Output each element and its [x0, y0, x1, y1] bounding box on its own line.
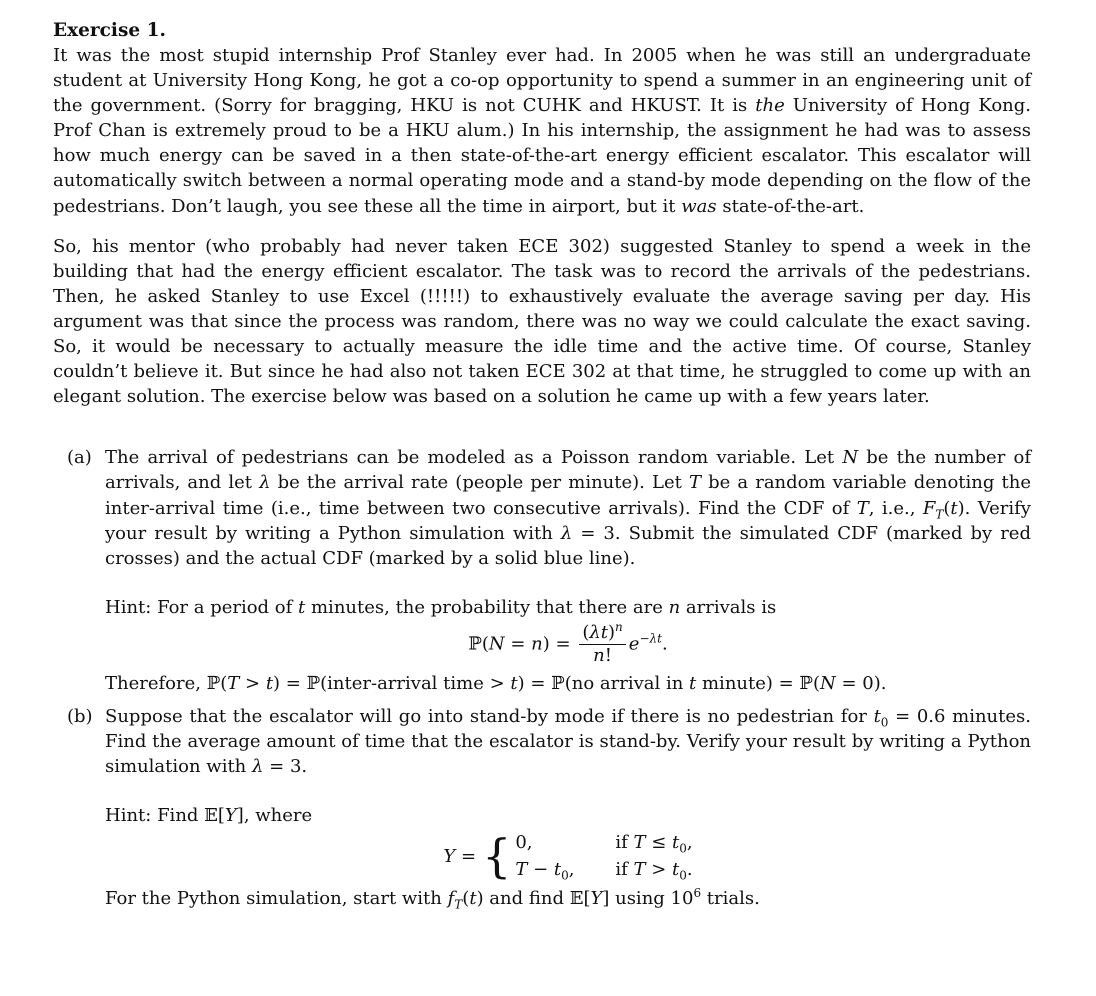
poisson-equation: ℙ(N = n) = $\frac{(\lambda t)^n}{n!}$ $e^{-\lambda t}$.: [468, 619, 668, 666]
part-b-text: Suppose that the escalator will go into stand-by mode if there is no pedestrian for $t_0 = 0.6$ minutes. Find the average amount of time that the escalator is stand-by. Verify your result by writing a Python simulation with λ = 3.: [105, 705, 1031, 778]
part-a: [53, 445, 1031, 696]
part-b: [53, 704, 1031, 911]
part-a-text: The arrival of pedestrians can be modeled as a Poisson random variable. Let N be the number of arrivals, and let λ be the arrival rate (people per minute). Let T be a random variable denoting the inter-arrival time (i.e., time between two consecutive arrivals). Find the CDF of T, i.e., $F_T(t)$. Verify your result by writing a Python simulation with λ = 3. Submit the simulated CDF (marked by red crosses) and the actual CDF (marked by a solid blue line).: [105, 447, 1031, 569]
intro-paragraph-1: It was the most stupid internship Prof Stanley ever had. In 2005 when he was still an undergraduate student at University Hong Kong, he got a co-op opportunity to spend a summer in an engineering unit of the government. (Sorry for bragging, HKU is not CUHK and HKUST. It is the University of Hong Kong. Prof Chan is extremely proud to be a HKU alum.) In his internship, the assignment he had was to assess how much energy can be saved in a then state-of-the-art energy efficient escalator. This escalator will automatically switch between a normal operating mode and a stand-by mode depending on the flow of the pedestrians. Don’t laugh, you see these all the time in airport, but it was state-of-the-art.: [53, 45, 1032, 217]
part-b-label: (b): [67, 705, 93, 727]
part-a-therefore: Therefore, ℙ(T > t) = ℙ(inter-arrival time > t) = ℙ(no arrival in t minute) = ℙ(N = 0).: [105, 672, 887, 694]
part-a-label: (a): [67, 447, 92, 469]
intro-paragraph-2: So, his mentor (who probably had never taken ECE 302) suggested Stanley to spend a week in the building that had the energy efficient escalator. The task was to record the arrivals of the pedestrians. Then, he asked Stanley to use Excel (!!!!!) to exhaustively evaluate the average saving per day. His argument was that since the process was random, there was no way we could calculate the exact saving. So, it would be necessary to actually measure the idle time and the active time. Of course, Stanley couldn’t believe it. But since he had also not taken ECE 302 at that time, he struggled to come up with an elegant solution. The exercise below was based on a solution he came up with a few years later.: [53, 235, 1031, 408]
exercise-document: [53, 18, 1031, 911]
part-b-hint: Hint: Find 𝔼[Y], where: [105, 805, 313, 827]
exercise-title: Exercise 1.: [53, 20, 166, 41]
exercise-parts: [53, 445, 1031, 911]
piecewise-equation: Y = { 0, if $T \le t_0$, $T - t_0$, if $T > t_0$.: [443, 829, 693, 884]
part-a-hint: Hint: For a period of t minutes, the probability that there are n arrivals is: [105, 596, 777, 618]
part-b-footer: For the Python simulation, start with $f_T(t)$ and find 𝔼[Y] using $10^6$ trials.: [105, 886, 760, 912]
